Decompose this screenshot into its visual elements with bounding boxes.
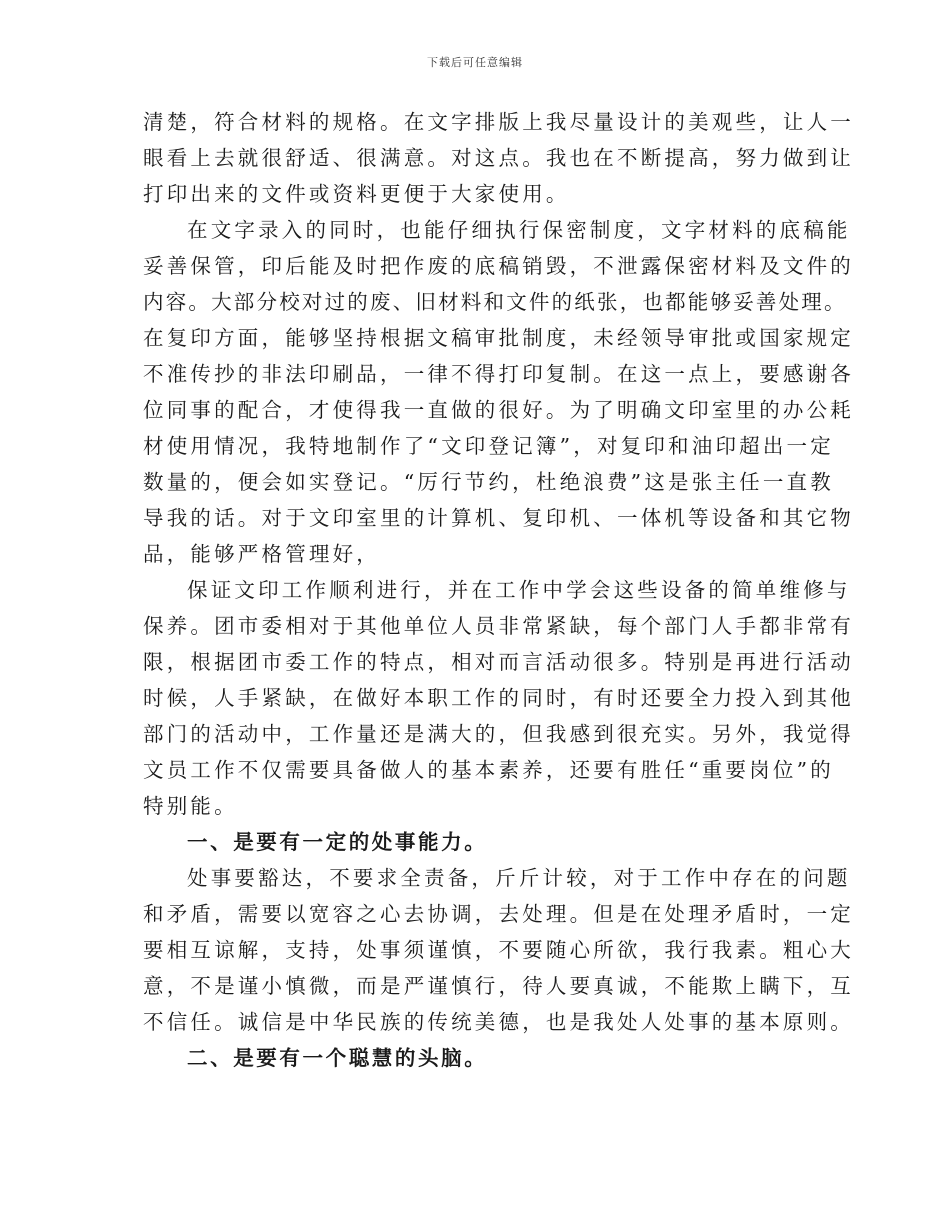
text-line: 清楚，符合材料的规格。在文字排版上我尽量设计的美观些，让人一 bbox=[143, 110, 854, 134]
document-body bbox=[143, 104, 854, 1076]
text-line: 数量的，便会如实登记。“厉行节约，杜绝浪费”这是张主任一直教 bbox=[143, 470, 834, 494]
text-line: 导我的话。对于文印室里的计算机、复印机、一体机等设备和其它物 bbox=[143, 506, 854, 530]
text-line: 时候，人手紧缺，在做好本职工作的同时，有时还要全力投入到其他 bbox=[143, 686, 854, 710]
text-line: 材使用情况，我特地制作了“文印登记簿”，对复印和油印超出一定 bbox=[143, 434, 834, 458]
text-line: 特别能。 bbox=[143, 794, 238, 818]
text-line: 打印出来的文件或资料更便于大家使用。 bbox=[143, 182, 570, 206]
paragraph-start-line: 保证文印工作顺利进行，并在工作中学会这些设备的简单维修与 bbox=[187, 578, 851, 602]
text-line: 限，根据团市委工作的特点，相对而言活动很多。特别是再进行活动 bbox=[143, 650, 854, 674]
text-line: 眼看上去就很舒适、很满意。对这点。我也在不断提高，努力做到让 bbox=[143, 146, 854, 170]
paragraph-start-line: 在文字录入的同时，也能仔细执行保密制度，文字材料的底稿能 bbox=[187, 218, 851, 242]
section-heading-1: 一、是要有一定的处事能力。 bbox=[187, 830, 488, 854]
text-line: 不信任。诚信是中华民族的传统美德，也是我处人处事的基本原则。 bbox=[143, 1010, 854, 1034]
page-header: 下载后可任意编辑 bbox=[427, 56, 523, 69]
text-line: 在复印方面，能够坚持根据文稿审批制度，未经领导审批或国家规定 bbox=[143, 326, 854, 350]
paragraph-start-line: 处事要豁达，不要求全责备，斤斤计较，对于工作中存在的问题 bbox=[187, 866, 851, 890]
text-line: 妥善保管，印后能及时把作废的底稿销毁，不泄露保密材料及文件的 bbox=[143, 254, 854, 278]
text-line: 品，能够严格管理好， bbox=[143, 542, 380, 566]
text-line: 部门的活动中，工作量还是满大的，但我感到很充实。另外，我觉得 bbox=[143, 722, 854, 746]
text-line: 要相互谅解，支持，处事须谨慎，不要随心所欲，我行我素。粗心大 bbox=[143, 938, 854, 962]
text-line: 内容。大部分校对过的废、旧材料和文件的纸张，也都能够妥善处理。 bbox=[143, 290, 847, 314]
text-line: 意，不是谨小慎微，而是严谨慎行，待人要真诚，不能欺上瞒下，互 bbox=[143, 974, 854, 998]
text-line: 和矛盾，需要以宽容之心去协调，去处理。但是在处理矛盾时，一定 bbox=[143, 902, 854, 926]
text-line: 文员工作不仅需要具备做人的基本素养，还要有胜任“重要岗位”的 bbox=[143, 758, 834, 782]
text-line: 保养。团市委相对于其他单位人员非常紧缺，每个部门人手都非常有 bbox=[143, 614, 854, 638]
section-heading-2: 二、是要有一个聪慧的头脑。 bbox=[187, 1046, 488, 1070]
text-line: 位同事的配合，才使得我一直做的很好。为了明确文印室里的办公耗 bbox=[143, 398, 854, 422]
text-line: 不准传抄的非法印刷品，一律不得打印复制。在这一点上，要感谢各 bbox=[143, 362, 854, 386]
